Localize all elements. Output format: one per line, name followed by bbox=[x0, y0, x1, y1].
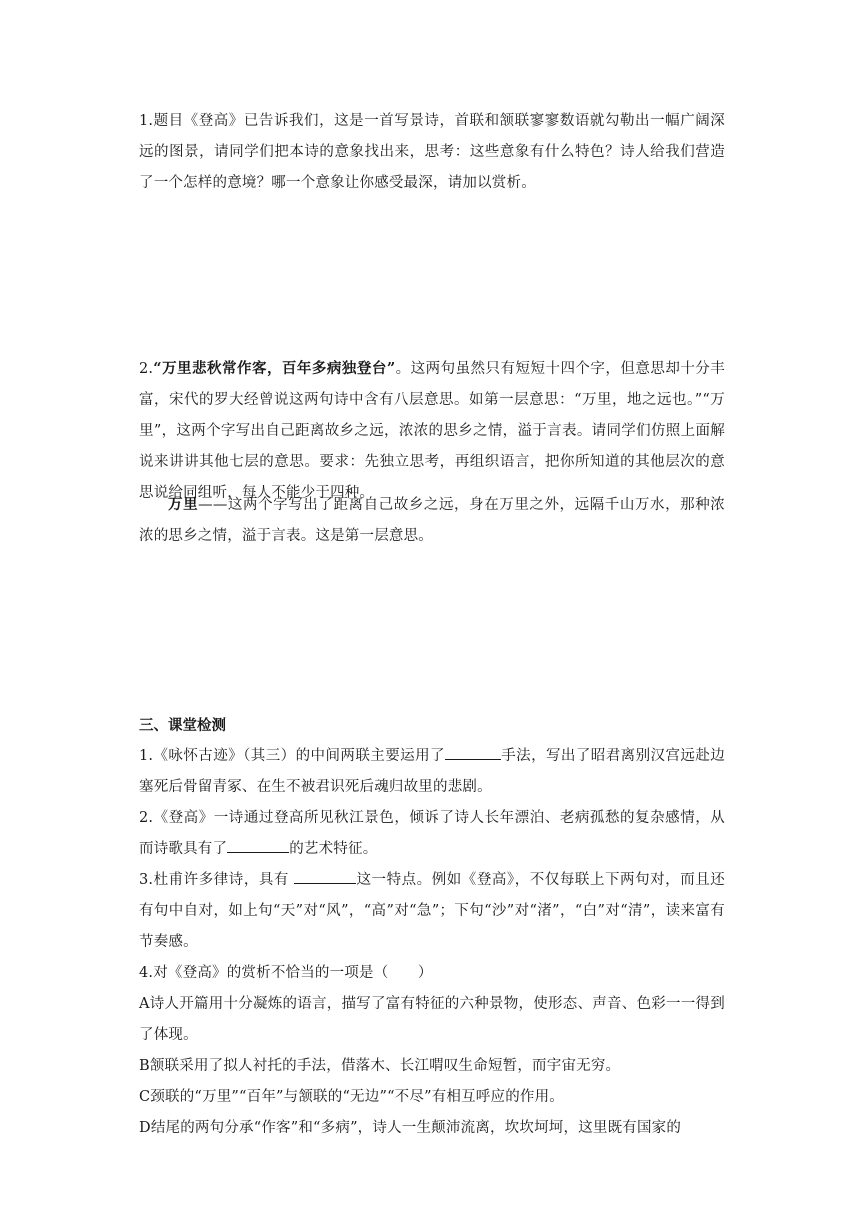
test-item-2 bbox=[139, 803, 725, 865]
test-item-3-before: 3.杜甫许多律诗，具有 bbox=[139, 872, 295, 888]
question-2-number: 2. bbox=[139, 361, 154, 377]
test-item-1-after: 手法，写出了昭君离别汉宫远赴边塞死后骨留青冢、在生不被君识死后魂归故里的悲剧。 bbox=[139, 748, 725, 795]
answer-blank-1[interactable] bbox=[445, 745, 501, 760]
option-a bbox=[139, 989, 725, 1051]
question-1-text: 1.题目《登高》已告诉我们，这是一首写景诗，首联和颔联寥寥数语就勾勒出一幅广阔深远的图景，请同学们把本诗的意象找出来，思考：这些意象有什么特色？诗人给我们营造了一个怎样的意境？哪一个意象让你感受最深，请加以赏析。 bbox=[139, 113, 725, 191]
question-2-text: 。这两句虽然只有短短十四个字，但意思却十分丰富，宋代的罗大经曾说这两句诗中含有八层意思。如第一层意思：“万里，地之远也。”“万里”，这两个字写出自己距离故乡之远，浓浓的思乡之情，溢于言表。请同学们仿照上面解说来讲讲其他七层的意思。要求：先独立思考，再组织语言，把你所知道的其他层次的意思说给同组听，每人不能少于四种。 bbox=[139, 361, 725, 501]
test-item-3-after: 这一特点。例如《登高》，不仅每联上下两句对，而且还有句中自对，如上句“天”对“风”，“高”对“急”；下句“沙”对“渚”，“白”对“清”，读来富有节奏感。 bbox=[139, 872, 726, 950]
test-item-1-before: 1.《咏怀古迹》（其三）的中间两联主要运用了 bbox=[139, 748, 445, 764]
option-b bbox=[139, 1051, 725, 1082]
example-text: ——这两个字写出了距离自己故乡之远，身在万里之外，远隔千山万水，那种浓浓的思乡之情，溢于言表。这是第一层意思。 bbox=[139, 497, 725, 544]
question-1 bbox=[139, 106, 725, 199]
option-b-text: B颔联采用了拟人衬托的手法，借落木、长江喟叹生命短暂，而宇宙无穷。 bbox=[139, 1058, 621, 1074]
option-d-text: D结尾的两句分承“作客”和“多病”，诗人一生颠沛流离，坎坎坷坷，这里既有国家的 bbox=[139, 1120, 682, 1136]
option-d bbox=[139, 1113, 725, 1144]
example-term: 万里 bbox=[168, 496, 199, 513]
option-c bbox=[139, 1082, 725, 1113]
test-item-4 bbox=[139, 958, 725, 989]
question-2-example bbox=[139, 489, 725, 552]
answer-blank-2[interactable] bbox=[227, 838, 289, 853]
option-c-text: C颈联的“万里”“百年”与颔联的“无边”“不尽”有相互呼应的作用。 bbox=[139, 1089, 564, 1105]
section-3-heading: 三、课堂检测 bbox=[139, 717, 226, 734]
option-a-text: A诗人开篇用十分凝炼的语言，描写了富有特征的六种景物，使形态、声音、色彩一一得到了体现。 bbox=[139, 996, 725, 1043]
test-item-4-text: 4.对《登高》的赏析不恰当的一项是（ ） bbox=[139, 965, 433, 981]
test-item-2-before: 2.《登高》一诗通过登高所见秋江景色，倾诉了诗人长年漂泊、老病孤愁的复杂感情，从而诗歌具有了 bbox=[139, 810, 725, 857]
question-2-quote: “万里悲秋常作客，百年多病独登台” bbox=[153, 360, 396, 377]
answer-blank-3[interactable] bbox=[294, 869, 356, 884]
test-item-3 bbox=[139, 865, 725, 958]
test-item-2-after: 的艺术特征。 bbox=[289, 841, 378, 857]
question-2 bbox=[139, 353, 725, 509]
test-item-1 bbox=[139, 741, 725, 803]
